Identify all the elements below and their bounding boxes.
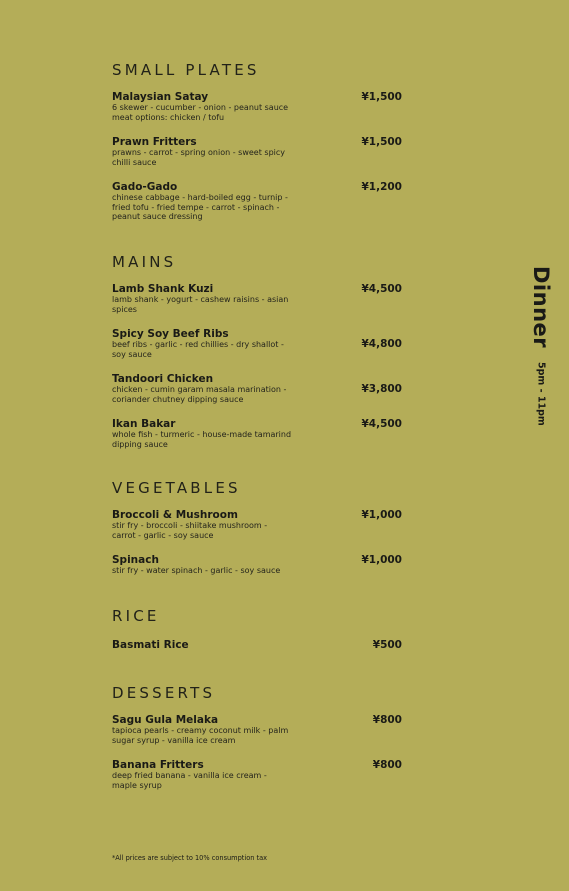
item-description: stir fry - broccoli - shiitake mushroom - carrot - garlic - soy sauce xyxy=(112,521,268,540)
section-title: MAINS xyxy=(112,253,177,271)
menu-item xyxy=(112,759,402,790)
item-price: ¥800 xyxy=(372,759,402,771)
item-name: Spicy Soy Beef Ribs xyxy=(112,328,229,340)
section-title: RICE xyxy=(112,607,160,625)
item-name: Malaysian Satay xyxy=(112,91,209,103)
item-name: Lamb Shank Kuzi xyxy=(112,283,214,295)
item-description: stir fry - water spinach - garlic - soy sauce xyxy=(112,566,281,575)
item-price: ¥1,000 xyxy=(361,554,402,566)
section-title: DESSERTS xyxy=(112,684,216,702)
item-name: Tandoori Chicken xyxy=(112,373,214,385)
section-title: SMALL PLATES xyxy=(112,61,260,79)
item-description: prawns - carrot - spring onion - sweet spicy chilli sauce xyxy=(112,148,285,167)
item-price: ¥3,800 xyxy=(361,383,402,395)
item-name: Gado-Gado xyxy=(112,181,178,193)
tax-footnote: *All prices are subject to 10% consumption tax xyxy=(112,854,268,862)
section-desserts xyxy=(112,684,402,804)
menu-item xyxy=(112,554,402,576)
item-description: whole fish - turmeric - house-made tamarind dipping sauce xyxy=(112,430,292,449)
item-price: ¥1,200 xyxy=(361,181,402,193)
item-name: Prawn Fritters xyxy=(112,136,197,148)
item-price: ¥1,500 xyxy=(361,91,402,103)
section-rice xyxy=(112,607,402,667)
item-description: deep fried banana - vanilla ice cream - maple syrup xyxy=(112,771,267,790)
menu-item xyxy=(112,91,402,122)
item-description: 6 skewer - cucumber - onion - peanut sauce meat options: chicken / tofu xyxy=(112,103,289,122)
menu-item xyxy=(112,328,402,359)
item-description: lamb shank - yogurt - cashew raisins - asian spices xyxy=(112,295,289,314)
item-price: ¥4,500 xyxy=(361,283,402,295)
menu-item xyxy=(112,639,402,651)
item-description: tapioca pearls - creamy coconut milk - palm sugar syrup - vanilla ice cream xyxy=(112,726,289,745)
item-name: Broccoli & Mushroom xyxy=(112,509,238,521)
item-description: beef ribs - garlic - red chillies - dry shallot - soy sauce xyxy=(112,340,284,359)
menu-item xyxy=(112,418,402,449)
item-name: Banana Fritters xyxy=(112,759,204,771)
menu-side-label xyxy=(526,266,556,426)
menu-item xyxy=(112,181,402,222)
item-name: Basmati Rice xyxy=(112,639,189,651)
item-price: ¥800 xyxy=(372,714,402,726)
item-name: Sagu Gula Melaka xyxy=(112,714,219,726)
menu-item xyxy=(112,283,402,314)
item-description: chinese cabbage - hard-boiled egg - turnip - fried tofu - fried tempe - carrot - spinach - peanut sauce dressing xyxy=(112,193,288,222)
menu-item xyxy=(112,373,402,404)
item-description: chicken - cumin garam masala marination - coriander chutney dipping sauce xyxy=(112,385,287,404)
menu-hours: 5pm - 11pm xyxy=(535,362,547,426)
item-price: ¥1,000 xyxy=(361,509,402,521)
item-price: ¥4,500 xyxy=(361,418,402,430)
item-name: Spinach xyxy=(112,554,159,566)
section-title: VEGETABLES xyxy=(112,479,241,497)
item-price: ¥500 xyxy=(372,639,402,651)
item-price: ¥1,500 xyxy=(361,136,402,148)
menu-item xyxy=(112,509,402,540)
item-price: ¥4,800 xyxy=(361,338,402,350)
menu-item xyxy=(112,136,402,167)
menu-title: Dinner xyxy=(529,266,553,349)
section-vegetables xyxy=(112,479,402,589)
menu-item xyxy=(112,714,402,745)
section-small-plates xyxy=(112,61,402,231)
item-name: Ikan Bakar xyxy=(112,418,176,430)
section-mains xyxy=(112,253,402,453)
